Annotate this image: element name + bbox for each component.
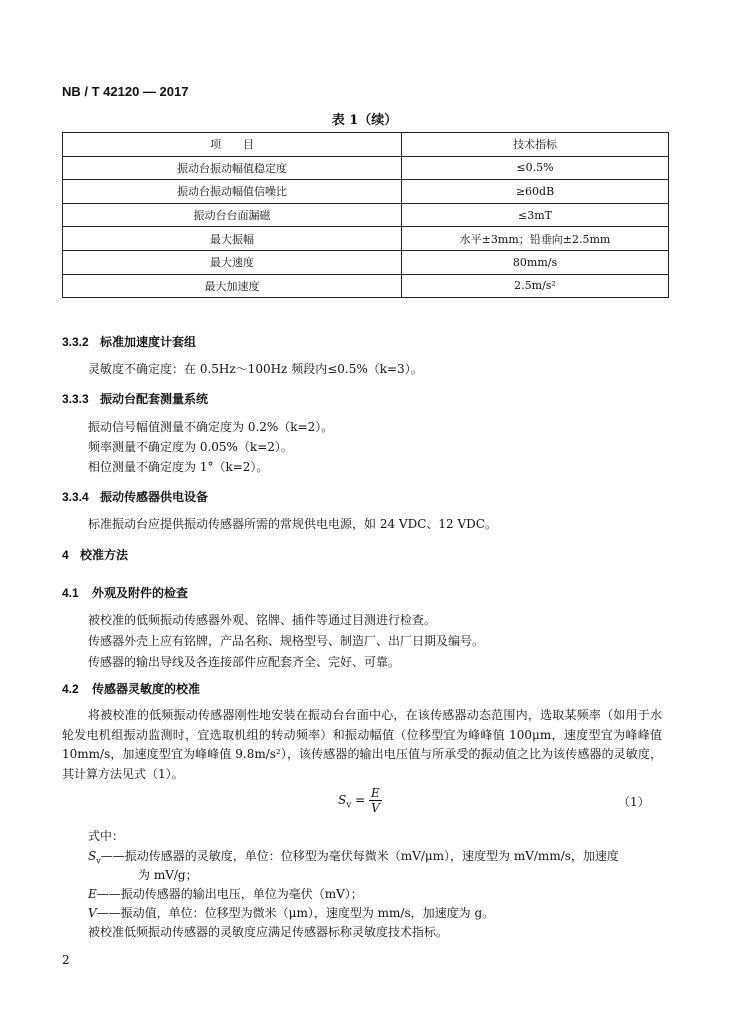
symbol-sub: v xyxy=(96,856,101,866)
table-row xyxy=(63,250,669,274)
formula-lhs: S xyxy=(338,793,347,807)
body-line: 振动信号幅值测量不确定度为 0.2%（k=2）。 xyxy=(88,420,334,434)
table-header-cell: 项 目 xyxy=(63,133,402,157)
symbol-definition xyxy=(88,904,494,921)
section-heading-3-3-3 xyxy=(62,390,208,407)
table-cell: 振动台台面漏磁 xyxy=(63,203,402,227)
body-line: 灵敏度不确定度：在 0.5Hz～100Hz 频段内≤0.5%（k=3）。 xyxy=(88,362,423,376)
formula-numerator: E xyxy=(371,786,380,800)
table-cell: 水平±3mm；铅垂向±2.5mm xyxy=(402,227,669,251)
section-title: 传感器灵敏度的校准 xyxy=(92,682,201,696)
table-row xyxy=(63,156,669,180)
body-line: 传感器外壳上应有铭牌，产品名称、规格型号、制造厂、出厂日期及编号。 xyxy=(88,634,485,648)
section-title: 标准加速度计套组 xyxy=(100,335,197,349)
formula-fraction xyxy=(369,786,382,815)
table-row xyxy=(63,180,669,204)
table-row xyxy=(63,274,669,298)
table-row xyxy=(63,203,669,227)
table-cell: ≥60dB xyxy=(402,180,669,204)
formula xyxy=(338,786,382,815)
formula-label: （1） xyxy=(618,795,650,809)
section-number: 4.1 xyxy=(62,586,79,600)
section-heading-3-3-2 xyxy=(62,333,196,350)
closing-line: 被校准低频振动传感器的灵敏度应满足传感器标称灵敏度技术指标。 xyxy=(88,925,449,939)
spec-table xyxy=(62,132,669,298)
body-line: 传感器的输出导线及各连接部件应配套齐全、完好、可靠。 xyxy=(88,655,401,669)
definition-text: ——振动传感器的输出电压，单位为毫伏（mV）； xyxy=(96,887,363,901)
table-row xyxy=(63,227,669,251)
table-cell: 振动台振动幅值信噪比 xyxy=(63,180,402,204)
symbol: V xyxy=(88,906,97,920)
table-header-cell: 技术指标 xyxy=(402,133,669,157)
body-line: 标准振动台应提供振动传感器所需的常规供电电源，如 24 VDC、12 VDC。 xyxy=(88,517,497,531)
section-number: 3.3.2 xyxy=(62,335,89,349)
table-cell: 80mm/s xyxy=(402,250,669,274)
definition-continuation: 为 mV/g； xyxy=(138,868,198,882)
table-cell: 最大加速度 xyxy=(63,274,402,298)
definition-text: ——振动值，单位：位移型为微米（μm），速度型为 mm/s，加速度为 g。 xyxy=(96,906,495,920)
section-number: 3.3.3 xyxy=(62,392,89,406)
body-paragraph: 将被校准的低频振动传感器刚性地安装在振动台台面中心，在该传感器动态范围内，选取某频率（如用于水轮发电机组振动监测时，宜选取机组的转动频率）和振动幅值（位移型宜为峰峰值 100μm，速度型宜为峰峰值 10mm/s，加速度型宜为峰峰值 9.8m/s²），该传感器的输出电压值与所承受的振动值之比为该传感器的灵敏度，其计算方法见式（1）。 xyxy=(62,708,662,781)
section-title: 校准方法 xyxy=(80,548,129,562)
symbol-definition xyxy=(88,847,619,865)
standard-code: NB / T 42120 — 2017 xyxy=(62,84,189,99)
section-title: 振动台配套测量系统 xyxy=(100,392,209,406)
section-heading-3-3-4 xyxy=(62,488,208,505)
page-number: 2 xyxy=(62,953,70,967)
table-cell: 最大速度 xyxy=(63,250,402,274)
body-line: 频率测量不确定度为 0.05%（k=2）。 xyxy=(88,440,293,454)
section-number: 4.2 xyxy=(62,682,79,696)
table-cell: ≤3mT xyxy=(402,203,669,227)
table-cell: ≤0.5% xyxy=(402,156,669,180)
symbol: E xyxy=(88,887,97,901)
formula-equals: = xyxy=(355,793,366,807)
table-cell: 振动台振动幅值稳定度 xyxy=(63,156,402,180)
formula-denominator: V xyxy=(371,801,380,815)
symbol-definition xyxy=(88,885,363,902)
section-title: 外观及附件的检查 xyxy=(92,586,189,600)
where-intro: 式中： xyxy=(88,829,125,843)
table-cell: 2.5m/s² xyxy=(402,274,669,298)
section-number: 3.3.4 xyxy=(62,490,89,504)
section-number: 4 xyxy=(62,548,69,562)
symbol: S xyxy=(88,849,97,863)
section-title: 振动传感器供电设备 xyxy=(100,490,209,504)
body-line: 被校准的低频振动传感器外观、铭牌、插件等通过目测进行检查。 xyxy=(88,613,437,627)
definition-text: ——振动传感器的灵敏度，单位：位移型为毫伏每微米（mV/μm），速度型为 mV/mm/s，加速度 xyxy=(100,849,619,863)
formula-lhs-sub: v xyxy=(346,800,352,811)
section-heading-4-2 xyxy=(62,680,200,697)
body-line: 相位测量不确定度为 1°（k=2）。 xyxy=(88,460,269,474)
table-cell: 最大振幅 xyxy=(63,227,402,251)
section-heading-4 xyxy=(62,546,128,563)
table-header-row xyxy=(63,133,669,157)
table-caption: 表 1（续） xyxy=(331,113,398,128)
section-heading-4-1 xyxy=(62,584,188,601)
